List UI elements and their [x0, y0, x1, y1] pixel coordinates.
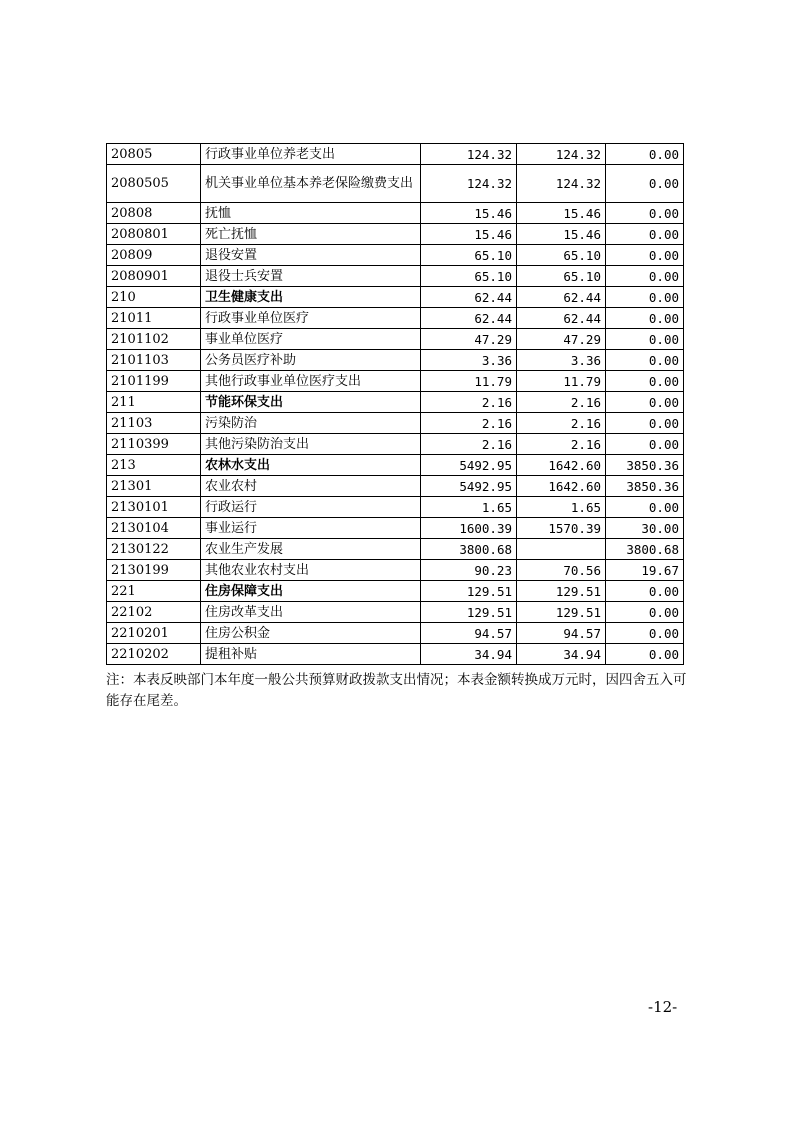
- table-row: [107, 623, 684, 644]
- table-row: [107, 560, 684, 581]
- total-amount-cell: 94.57: [421, 623, 517, 644]
- subject-code-cell: 2080505: [107, 165, 201, 203]
- basic-expenditure-cell: 65.10: [517, 266, 606, 287]
- subject-name-cell: 行政事业单位养老支出: [201, 144, 421, 165]
- total-amount-cell: 62.44: [421, 287, 517, 308]
- total-amount-cell: 2.16: [421, 413, 517, 434]
- total-amount-cell: 90.23: [421, 560, 517, 581]
- subject-name-cell: 其他污染防治支出: [201, 434, 421, 455]
- table-row: [107, 434, 684, 455]
- subject-name-cell: 退役士兵安置: [201, 266, 421, 287]
- basic-expenditure-cell: 94.57: [517, 623, 606, 644]
- subject-code-cell: 2080901: [107, 266, 201, 287]
- table-row: [107, 497, 684, 518]
- basic-expenditure-cell: 1570.39: [517, 518, 606, 539]
- total-amount-cell: 129.51: [421, 581, 517, 602]
- subject-code-cell: 2130101: [107, 497, 201, 518]
- subject-name-cell: 抚恤: [201, 203, 421, 224]
- table-row: [107, 165, 684, 203]
- project-expenditure-cell: 30.00: [606, 518, 684, 539]
- subject-code-cell: 20808: [107, 203, 201, 224]
- subject-name-cell: 其他农业农村支出: [201, 560, 421, 581]
- total-amount-cell: 62.44: [421, 308, 517, 329]
- basic-expenditure-cell: 3.36: [517, 350, 606, 371]
- basic-expenditure-cell: 124.32: [517, 144, 606, 165]
- basic-expenditure-cell: 1642.60: [517, 455, 606, 476]
- project-expenditure-cell: 0.00: [606, 165, 684, 203]
- subject-code-cell: 211: [107, 392, 201, 413]
- total-amount-cell: 2.16: [421, 434, 517, 455]
- basic-expenditure-cell: 15.46: [517, 203, 606, 224]
- basic-expenditure-cell: 65.10: [517, 245, 606, 266]
- table-footnote: 注：本表反映部门本年度一般公共预算财政拨款支出情况；本表金额转换成万元时，因四舍五入可能存在尾差。: [106, 672, 687, 709]
- table-row: [107, 644, 684, 665]
- basic-expenditure-cell: 70.56: [517, 560, 606, 581]
- project-expenditure-cell: 0.00: [606, 287, 684, 308]
- subject-name-cell: 死亡抚恤: [201, 224, 421, 245]
- project-expenditure-cell: 19.67: [606, 560, 684, 581]
- subject-name-cell: 农林水支出: [201, 455, 421, 476]
- subject-name-cell: 行政事业单位医疗: [201, 308, 421, 329]
- basic-expenditure-cell: 1.65: [517, 497, 606, 518]
- subject-name-cell: 行政运行: [201, 497, 421, 518]
- subject-code-cell: 2130199: [107, 560, 201, 581]
- total-amount-cell: 1600.39: [421, 518, 517, 539]
- subject-code-cell: 2210202: [107, 644, 201, 665]
- project-expenditure-cell: 0.00: [606, 350, 684, 371]
- page-number: -12-: [648, 998, 678, 1016]
- subject-code-cell: 2101102: [107, 329, 201, 350]
- project-expenditure-cell: 0.00: [606, 203, 684, 224]
- project-expenditure-cell: 0.00: [606, 644, 684, 665]
- project-expenditure-cell: 0.00: [606, 224, 684, 245]
- subject-code-cell: 22102: [107, 602, 201, 623]
- table-row: [107, 245, 684, 266]
- basic-expenditure-cell: 129.51: [517, 581, 606, 602]
- table-row: [107, 476, 684, 497]
- budget-expenditure-table: [106, 143, 684, 665]
- table-row: [107, 329, 684, 350]
- table-row: [107, 350, 684, 371]
- subject-code-cell: 2130104: [107, 518, 201, 539]
- table-row: [107, 144, 684, 165]
- basic-expenditure-cell: 15.46: [517, 224, 606, 245]
- table-row: [107, 413, 684, 434]
- subject-code-cell: 210: [107, 287, 201, 308]
- total-amount-cell: 3800.68: [421, 539, 517, 560]
- project-expenditure-cell: 0.00: [606, 245, 684, 266]
- basic-expenditure-cell: 129.51: [517, 602, 606, 623]
- table-row: [107, 392, 684, 413]
- subject-code-cell: 21301: [107, 476, 201, 497]
- project-expenditure-cell: 0.00: [606, 602, 684, 623]
- total-amount-cell: 15.46: [421, 224, 517, 245]
- basic-expenditure-cell: 2.16: [517, 413, 606, 434]
- total-amount-cell: 65.10: [421, 266, 517, 287]
- subject-name-cell: 其他行政事业单位医疗支出: [201, 371, 421, 392]
- project-expenditure-cell: 0.00: [606, 144, 684, 165]
- total-amount-cell: 11.79: [421, 371, 517, 392]
- project-expenditure-cell: 0.00: [606, 308, 684, 329]
- total-amount-cell: 15.46: [421, 203, 517, 224]
- project-expenditure-cell: 3850.36: [606, 455, 684, 476]
- table-row: [107, 287, 684, 308]
- table-row: [107, 203, 684, 224]
- subject-code-cell: 2210201: [107, 623, 201, 644]
- table-row: [107, 224, 684, 245]
- total-amount-cell: 5492.95: [421, 455, 517, 476]
- project-expenditure-cell: 0.00: [606, 413, 684, 434]
- subject-code-cell: 20809: [107, 245, 201, 266]
- subject-code-cell: 20805: [107, 144, 201, 165]
- basic-expenditure-cell: 62.44: [517, 308, 606, 329]
- basic-expenditure-cell: 47.29: [517, 329, 606, 350]
- table-row: [107, 518, 684, 539]
- project-expenditure-cell: 3800.68: [606, 539, 684, 560]
- total-amount-cell: 5492.95: [421, 476, 517, 497]
- total-amount-cell: 1.65: [421, 497, 517, 518]
- basic-expenditure-cell: 2.16: [517, 392, 606, 413]
- project-expenditure-cell: 0.00: [606, 392, 684, 413]
- basic-expenditure-cell: [517, 539, 606, 560]
- table-row: [107, 308, 684, 329]
- subject-code-cell: 213: [107, 455, 201, 476]
- subject-name-cell: 农业农村: [201, 476, 421, 497]
- project-expenditure-cell: 0.00: [606, 266, 684, 287]
- subject-name-cell: 事业运行: [201, 518, 421, 539]
- basic-expenditure-cell: 62.44: [517, 287, 606, 308]
- subject-name-cell: 退役安置: [201, 245, 421, 266]
- total-amount-cell: 124.32: [421, 165, 517, 203]
- subject-name-cell: 住房公积金: [201, 623, 421, 644]
- subject-code-cell: 2101103: [107, 350, 201, 371]
- total-amount-cell: 47.29: [421, 329, 517, 350]
- subject-code-cell: 2130122: [107, 539, 201, 560]
- total-amount-cell: 34.94: [421, 644, 517, 665]
- total-amount-cell: 129.51: [421, 602, 517, 623]
- subject-name-cell: 提租补贴: [201, 644, 421, 665]
- subject-name-cell: 住房保障支出: [201, 581, 421, 602]
- subject-name-cell: 污染防治: [201, 413, 421, 434]
- basic-expenditure-cell: 2.16: [517, 434, 606, 455]
- subject-code-cell: 221: [107, 581, 201, 602]
- subject-name-cell: 节能环保支出: [201, 392, 421, 413]
- subject-name-cell: 机关事业单位基本养老保险缴费支出: [201, 165, 421, 203]
- project-expenditure-cell: 0.00: [606, 623, 684, 644]
- total-amount-cell: 124.32: [421, 144, 517, 165]
- table-row: [107, 455, 684, 476]
- subject-code-cell: 21011: [107, 308, 201, 329]
- total-amount-cell: 65.10: [421, 245, 517, 266]
- table-row: [107, 581, 684, 602]
- table-row: [107, 371, 684, 392]
- table-row: [107, 602, 684, 623]
- total-amount-cell: 3.36: [421, 350, 517, 371]
- table-body: [107, 144, 684, 665]
- subject-code-cell: 2110399: [107, 434, 201, 455]
- table-row: [107, 539, 684, 560]
- total-amount-cell: 2.16: [421, 392, 517, 413]
- project-expenditure-cell: 0.00: [606, 434, 684, 455]
- subject-code-cell: 2101199: [107, 371, 201, 392]
- subject-code-cell: 2080801: [107, 224, 201, 245]
- basic-expenditure-cell: 11.79: [517, 371, 606, 392]
- table-row: [107, 266, 684, 287]
- project-expenditure-cell: 0.00: [606, 329, 684, 350]
- project-expenditure-cell: 0.00: [606, 581, 684, 602]
- subject-name-cell: 住房改革支出: [201, 602, 421, 623]
- subject-name-cell: 公务员医疗补助: [201, 350, 421, 371]
- project-expenditure-cell: 0.00: [606, 497, 684, 518]
- basic-expenditure-cell: 34.94: [517, 644, 606, 665]
- basic-expenditure-cell: 1642.60: [517, 476, 606, 497]
- project-expenditure-cell: 3850.36: [606, 476, 684, 497]
- subject-name-cell: 事业单位医疗: [201, 329, 421, 350]
- subject-name-cell: 农业生产发展: [201, 539, 421, 560]
- project-expenditure-cell: 0.00: [606, 371, 684, 392]
- subject-code-cell: 21103: [107, 413, 201, 434]
- basic-expenditure-cell: 124.32: [517, 165, 606, 203]
- subject-name-cell: 卫生健康支出: [201, 287, 421, 308]
